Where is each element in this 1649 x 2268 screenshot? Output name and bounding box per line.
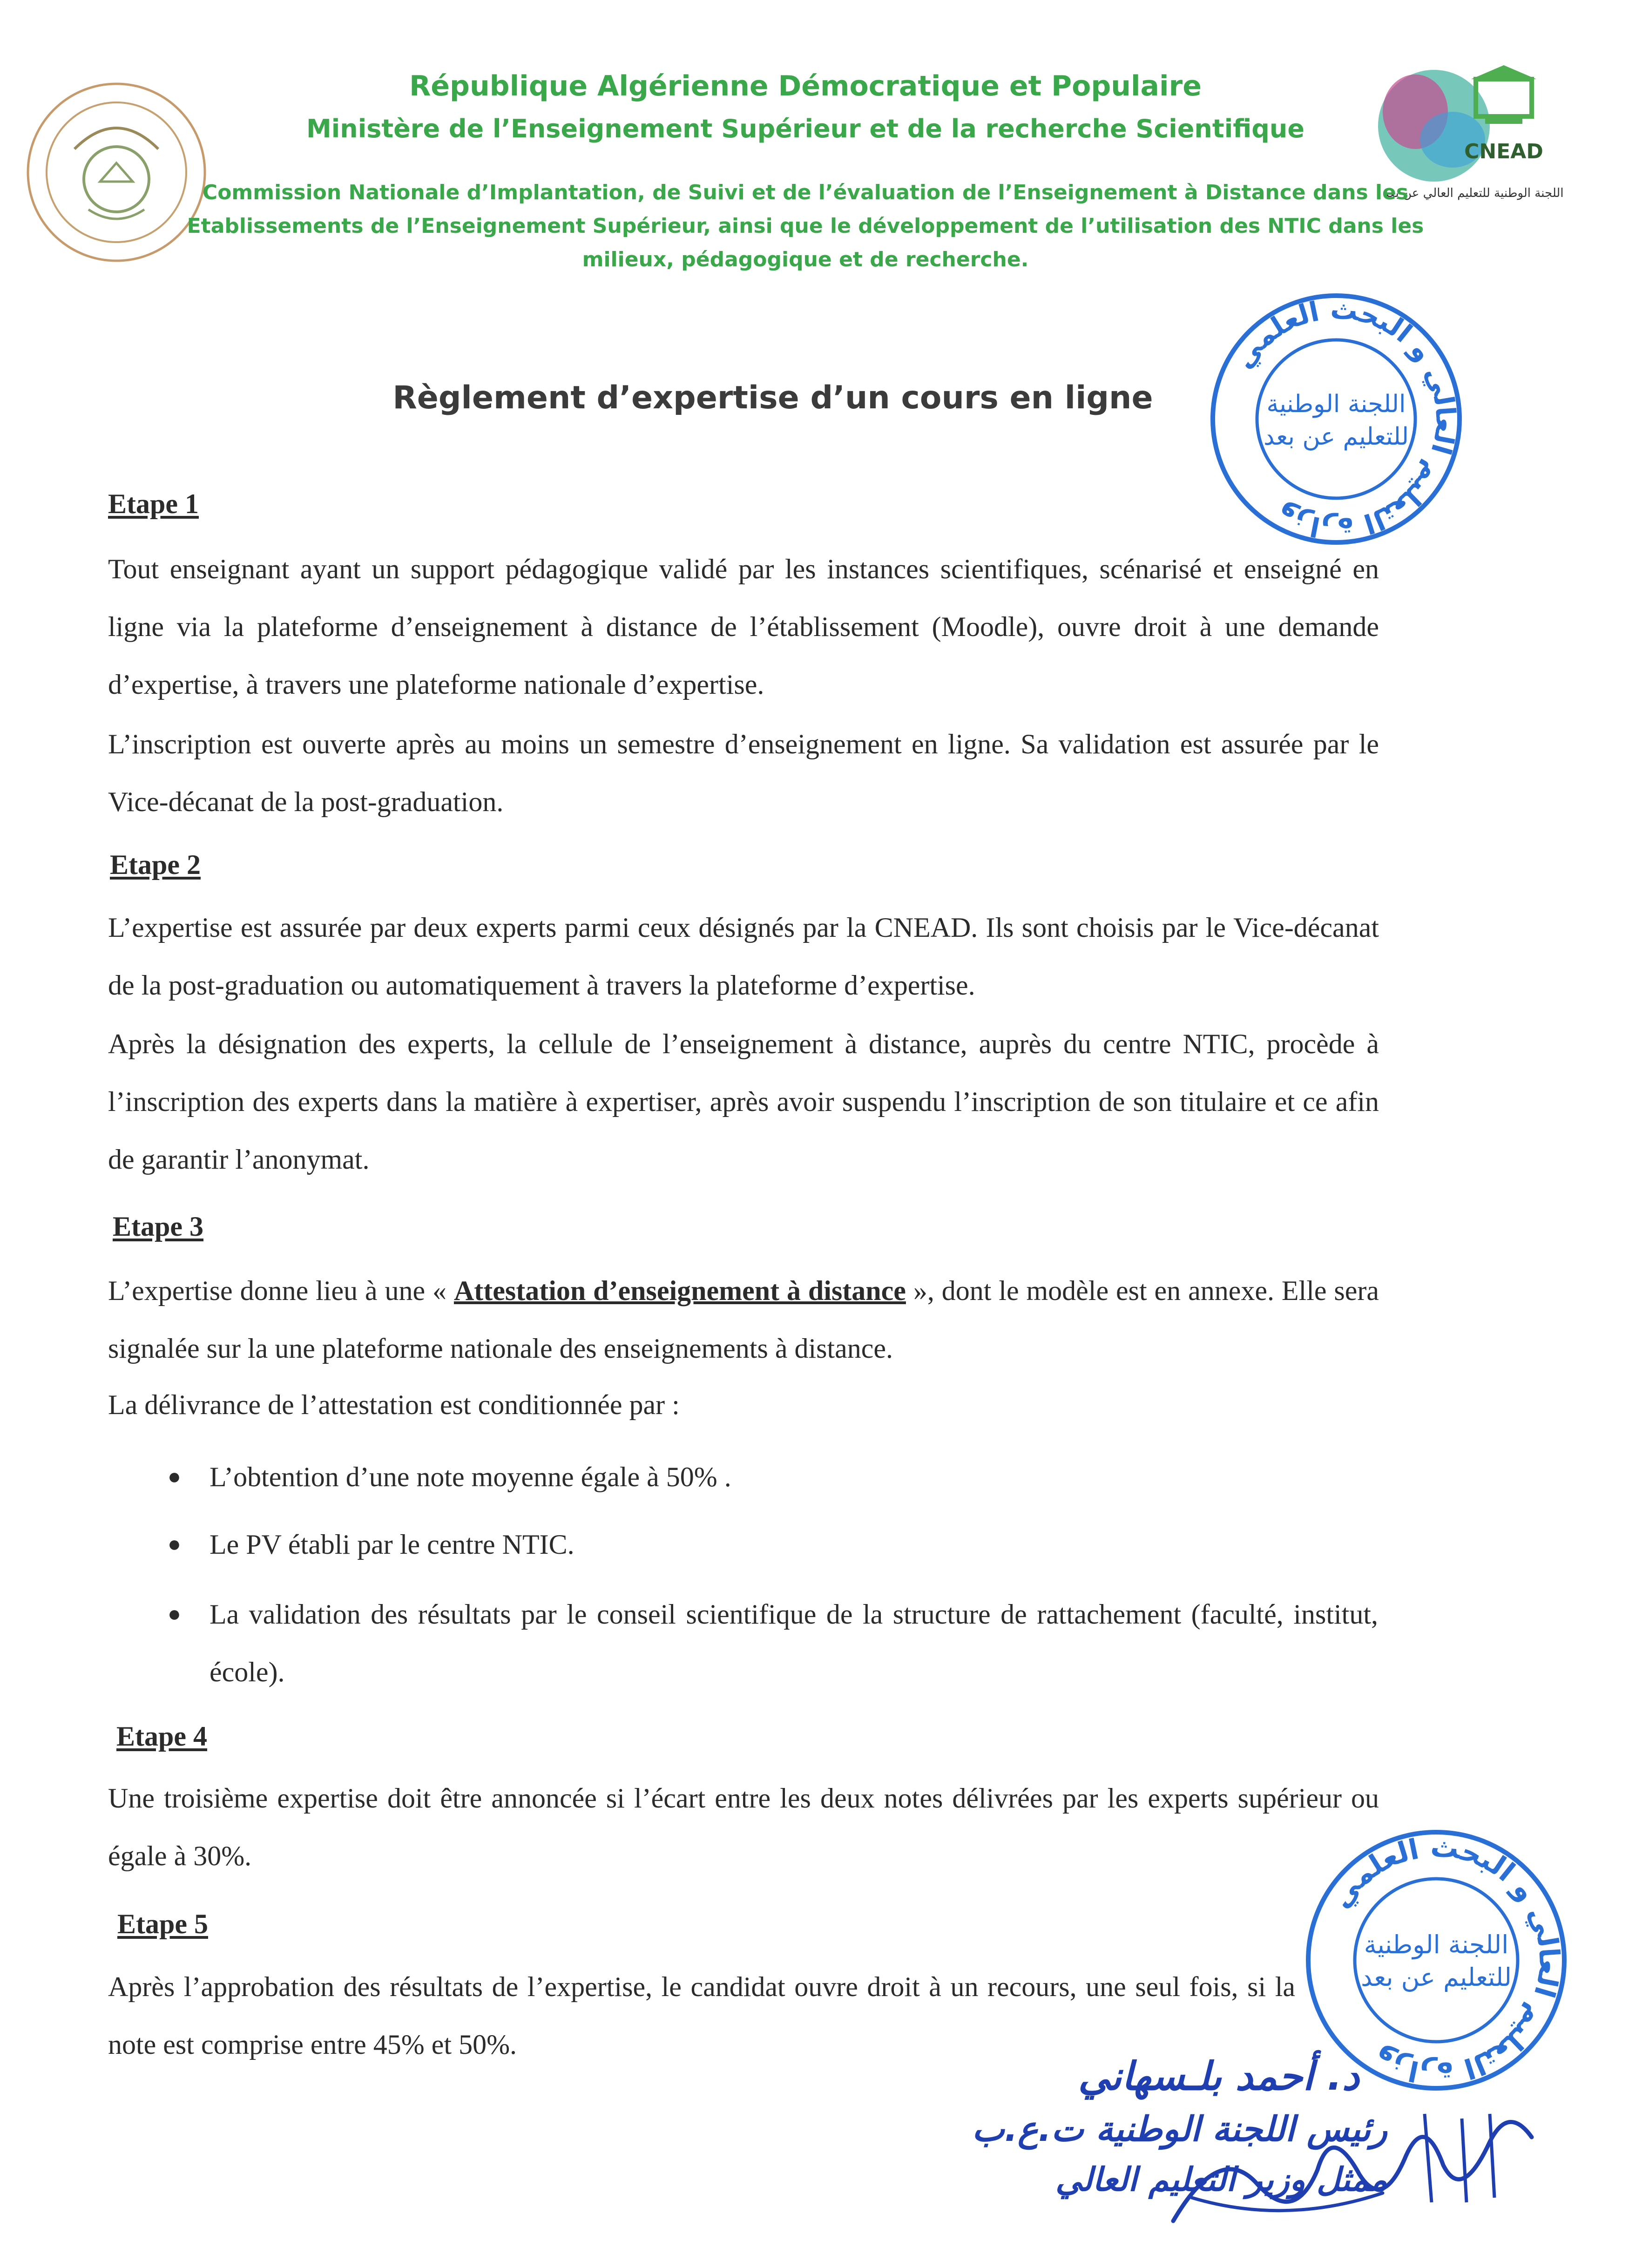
svg-text:وزارة التعليم العالي و البحث ا — [1228, 293, 1462, 544]
step-2-paragraph-1: L’expertise est assurée par deux experts parmi ceux désignés par la CNEAD. Ils sont choisis par le Vice-décanat de la post-graduation ou automatiquement à travers la plateforme d’expertise. — [108, 912, 1379, 1001]
step-3-p1-after: », dont le modèle est en annexe. Elle sera signalée sur la une plateforme nationale des enseignements à distance. — [108, 1275, 1379, 1364]
step-1-paragraph-2: L’inscription est ouverte après au moins un semestre d’enseignement en ligne. Sa validation est assurée par le Vice-décanat de la post-graduation. — [108, 729, 1379, 817]
step-3-p1-before: L’expertise donne lieu à une « — [108, 1275, 454, 1306]
header-ministry: Ministère de l’Enseignement Supérieur et de la recherche Scientifique — [306, 114, 1304, 143]
condition-text: La validation des résultats par le conseil scientifique de la structure de rattachement (faculté, institut, école). — [210, 1599, 1378, 1687]
bullet-icon: ● — [168, 1464, 181, 1489]
step-3-label: Etape 3 — [113, 1211, 203, 1242]
step-4-label: Etape 4 — [116, 1721, 207, 1752]
official-stamp-top — [1206, 289, 1467, 549]
step-4-paragraph-1: Une troisième expertise doit être annoncée si l’écart entre les deux notes délivrées par les experts supérieur ou égale à 30%. — [108, 1783, 1379, 1871]
step-1-label: Etape 1 — [108, 488, 199, 519]
signatory-role: ممثل وزير التعليم العالي — [1055, 2160, 1387, 2199]
step-3-paragraph-1 — [108, 1262, 1379, 1377]
bullet-icon: ● — [168, 1532, 181, 1557]
cnead-logo-text: CNEAD — [1464, 140, 1543, 163]
signatory-title: رئيس اللجنة الوطنية ت.ع.ب — [972, 2109, 1387, 2149]
attestation-name: Attestation d’enseignement à distance — [453, 1275, 906, 1306]
stamp-inner-line1: اللجنة الوطنية — [1364, 1930, 1509, 1959]
header-republic: République Algérienne Démocratique et Populaire — [409, 70, 1202, 102]
stamp-inner-line1: اللجنة الوطنية — [1266, 390, 1406, 418]
step-2-label: Etape 2 — [110, 849, 201, 880]
step-2-paragraph-2: Après la désignation des experts, la cellule de l’enseignement à distance, auprès du centre NTIC, procède à l’inscription des experts dans la matière à expertiser, après avoir suspendu l’inscription de son titulaire et ce afin de garantir l’anonymat. — [108, 1029, 1379, 1175]
step-1-paragraph-1: Tout enseignant ayant un support pédagogique validé par les instances scientifiques, scénarisé et enseigné en ligne via la plateforme d’enseignement à distance de l’établissement (Moodle), ouvre droit à une demande d’expertise, à travers une plateforme nationale d’expertise. — [108, 554, 1379, 700]
handwritten-signature — [1164, 2086, 1546, 2244]
step-5-label: Etape 5 — [117, 1909, 208, 1939]
step-3-paragraph-2: La délivrance de l’attestation est conditionnée par : — [108, 1389, 680, 1420]
signatory-name: د. أحمد بلـسهاني — [1078, 2053, 1359, 2099]
condition-text: L’obtention d’une note moyenne égale à 50% . — [210, 1462, 731, 1492]
cnead-logo-caption: اللجنة الوطنية للتعليم العالي عن بعد — [1383, 186, 1564, 200]
stamp-ring-text: وزارة التعليم العالي و البحث العلمي — [1227, 293, 1462, 545]
stamp-ring-text: وزارة التعليم العالي و البحث العلمي — [1324, 1830, 1566, 2090]
header-commission: Commission Nationale d’Implantation, de Suivi et de l’évaluation de l’Enseignement à Distance dans les Etablissements de l’Enseignement Supérieur, ainsi que le développement de l’utilisation des NTIC dans les milieux, pédagogique et de recherche. — [187, 181, 1424, 271]
stamp-inner-line2: للتعليم عن بعد — [1264, 423, 1409, 451]
bullet-icon: ● — [168, 1602, 181, 1626]
step-5-paragraph-1: Après l’approbation des résultats de l’expertise, le candidat ouvre droit à un recours, une seul fois, si la note est comprise entre 45% et 50%. — [108, 1971, 1295, 2060]
stamp-inner-line2: للتعليم عن بعد — [1361, 1963, 1512, 1992]
document-title: Règlement d’expertise d’un cours en ligne — [392, 379, 1153, 416]
condition-text: Le PV établi par le centre NTIC. — [210, 1529, 574, 1560]
